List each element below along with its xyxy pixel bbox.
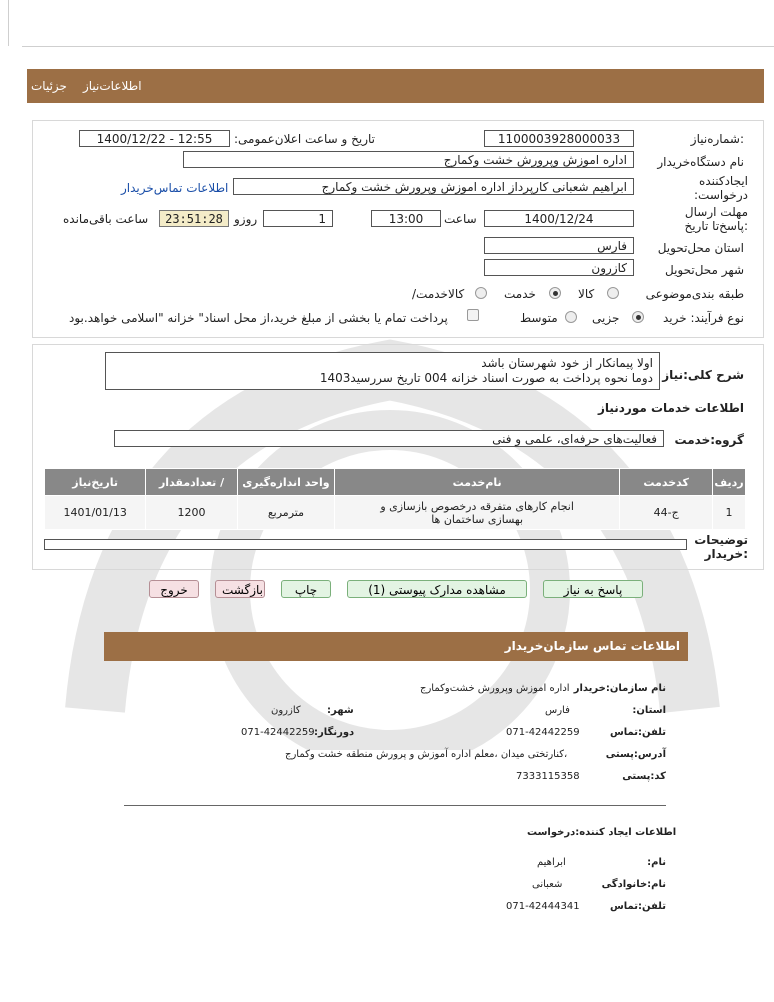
city-field: کازرون [484, 259, 634, 276]
payment-note: پرداخت تمام یا بخشی از مبلغ خرید،از محل اسناد" خزانه "اسلامی خواهد.بود [69, 311, 448, 325]
days-label: روزو [234, 212, 258, 226]
org-value: اداره اموزش وپرورش خشت‌وکمارج [420, 683, 570, 694]
announce-field: 1400/12/22 - 12:55 [79, 130, 230, 147]
need-number-label: شماره‌نیاز: [690, 132, 744, 146]
table-header-row [45, 469, 746, 496]
divider [124, 805, 666, 806]
description-box [105, 352, 660, 390]
postal-label: کد:پستی [622, 771, 666, 782]
cell-qty: 1200 [146, 496, 237, 530]
province-contact-label: :استان [632, 705, 666, 716]
description-line-1: اولا پیمانکار از خود شهرستان باشد [481, 356, 653, 370]
frame-line [22, 46, 774, 47]
creator-label: ایجادکننده درخواست: [694, 174, 748, 202]
buyer-org-label: نام دستگاه‌خریدار [657, 155, 744, 169]
city-contact-value: کازرون [271, 705, 301, 716]
breadcrumb-need-info[interactable]: اطلاعات‌نیاز [82, 79, 142, 93]
services-title: اطلاعات خدمات موردنیاز [597, 401, 744, 415]
cell-date: 1401/01/13 [45, 496, 146, 530]
process-label: نوع فرآیند: خرید [663, 311, 744, 325]
description-label: شرح کلی:نیاز [662, 368, 744, 382]
family-value: شعبانی [532, 879, 563, 890]
creator-phone-value: 071-42444341 [506, 901, 580, 912]
province-label: استان محل‌تحویل [657, 241, 744, 255]
table-row [45, 496, 746, 530]
exit-button[interactable]: خروج [149, 580, 199, 598]
cell-unit: مترمربع [237, 496, 334, 530]
creator-section-title: اطلاعات ایجاد کننده:درخواست [527, 827, 677, 838]
column-header: نام‌خدمت [335, 469, 620, 496]
phone-value: 071-42442259 [506, 727, 580, 738]
org-label: نام سازمان:خریدار [573, 683, 666, 694]
name-label: :نام [647, 857, 666, 868]
contact-section-bar [104, 632, 688, 661]
fax-label: :دورنگار [314, 727, 355, 738]
service-group-label: گروه:خدمت [674, 433, 744, 447]
attachments-button[interactable]: مشاهده مدارک پیوستی (1) [347, 580, 527, 598]
radio-service[interactable] [549, 287, 561, 299]
radio-partial-label: جزیی [592, 311, 620, 325]
fax-value: 071-42442259 [241, 727, 315, 738]
radio-goods-service-label: /کالاخدمت [412, 287, 465, 301]
time-label: ساعت [444, 212, 477, 226]
remaining-label: ساعت باقی‌مانده [63, 212, 149, 226]
radio-medium[interactable] [565, 311, 577, 323]
name-value: ابراهیم [537, 857, 566, 868]
breadcrumb-details[interactable]: جزئیات [31, 79, 67, 93]
services-table [44, 468, 746, 530]
reply-button[interactable]: پاسخ به نیاز [543, 580, 643, 598]
deadline-time-field: 13:00 [371, 210, 441, 227]
phone-label: تلفن:تماس [609, 727, 666, 738]
cell-code: ج-44 [620, 496, 713, 530]
breadcrumb [27, 69, 764, 103]
description-line-2: دوما نحوه پرداخت به صورت اسناد خزانه 004 تاریخ سررسید1403 [319, 371, 653, 385]
radio-goods-label: کالا [578, 287, 595, 301]
city-contact-label: :شهر [327, 705, 354, 716]
need-number-field: 1100003928000033 [484, 130, 634, 147]
column-header: واحد اندازه‌گیری [237, 469, 334, 496]
creator-phone-label: تلفن:تماس [609, 901, 666, 912]
back-button[interactable]: بازگشت [215, 580, 265, 598]
radio-medium-label: متوسط [520, 311, 558, 325]
buyer-notes-field [44, 539, 687, 550]
frame-line [8, 0, 9, 46]
contact-section-title: اطلاعات تماس سازمان‌خریدار [504, 639, 680, 653]
print-button[interactable]: چاپ [281, 580, 331, 598]
address-label: آدرس:پستی [605, 749, 666, 760]
radio-goods[interactable] [607, 287, 619, 299]
radio-partial[interactable] [632, 311, 644, 323]
postal-value: 7333115358 [516, 771, 580, 782]
deadline-label: مهلت ارسال :پاسخ‌تا تاریخ [684, 205, 748, 233]
category-label: طبقه بندی‌موضوعی [645, 287, 744, 301]
cell-index: 1 [713, 496, 746, 530]
cell-name: انجام کارهای متفرقه درخصوص بازسازی و بهسازی ساختمان ها [335, 496, 620, 530]
service-group-field: فعالیت‌های حرفه‌ای، علمی و فنی [114, 430, 664, 447]
remaining-time: 23:51:28 [159, 210, 229, 227]
column-header: ردیف [713, 469, 746, 496]
radio-service-label: خدمت [504, 287, 536, 301]
buyer-org-field: اداره اموزش وپرورش خشت وکمارج [183, 151, 634, 168]
column-header: / تعدادمقدار [146, 469, 237, 496]
address-value: ،کنارتختی میدان ،معلم اداره آموزش و پرورش منطقه خشت وکمارج [285, 749, 568, 760]
radio-goods-service[interactable] [475, 287, 487, 299]
deadline-date-field: 1400/12/24 [484, 210, 634, 227]
payment-checkbox[interactable] [467, 309, 479, 321]
creator-field: ابراهیم شعبانی کارپرداز اداره اموزش وپرورش خشت وکمارج [233, 178, 634, 195]
family-label: نام:خانوادگی [601, 879, 666, 890]
column-header: کدخدمت [620, 469, 713, 496]
buyer-contact-link[interactable]: اطلاعات تماس‌خریدار [121, 181, 229, 195]
days-field: 1 [263, 210, 333, 227]
buyer-notes-label: توضیحات :خریدار [694, 533, 748, 561]
column-header: تاریخ‌نیاز [45, 469, 146, 496]
announce-label: تاریخ و ساعت اعلان‌عمومی: [234, 132, 376, 146]
province-field: فارس [484, 237, 634, 254]
province-contact-value: فارس [545, 705, 570, 716]
city-label: شهر محل‌تحویل [665, 263, 744, 277]
